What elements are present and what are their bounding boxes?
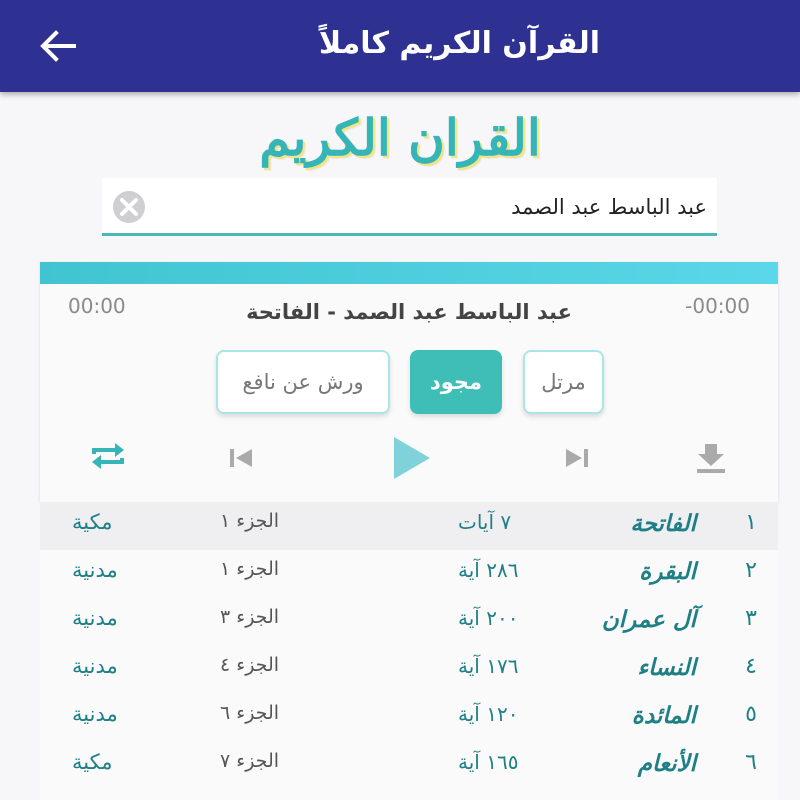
surah-ayat-count: ٢٨٦ آية (458, 558, 519, 582)
surah-type: مكية (72, 510, 113, 534)
surah-ayat-count: ٧ آيات (458, 510, 512, 534)
surah-row[interactable] (40, 598, 778, 646)
page-title: القرآن الكريم كاملاً (318, 26, 600, 61)
surah-juz: الجزء ٧ (220, 750, 280, 772)
play-button[interactable] (390, 434, 434, 482)
surah-type: مدنية (72, 654, 118, 678)
progress-bar[interactable] (40, 262, 778, 284)
surah-ayat-count: ١٦٥ آية (458, 750, 519, 774)
search-input[interactable] (154, 184, 707, 230)
app-bar (0, 0, 800, 92)
surah-number: ١ (745, 510, 757, 535)
download-button[interactable] (692, 440, 730, 476)
surah-name: الفاتحة (630, 510, 696, 537)
elapsed-time: 00:00 (68, 294, 126, 318)
download-icon (692, 440, 730, 476)
surah-row[interactable] (40, 742, 778, 790)
surah-type: مدنية (72, 558, 118, 582)
surah-number: ٢ (745, 558, 757, 583)
skip-next-icon (560, 442, 592, 474)
next-button[interactable] (560, 442, 592, 474)
surah-row[interactable] (40, 502, 778, 550)
surah-type: مدنية (72, 702, 118, 726)
surah-name: الأنعام (637, 750, 696, 777)
surah-name: النساء (637, 654, 696, 681)
back-button[interactable] (38, 28, 78, 64)
surah-row[interactable] (40, 694, 778, 742)
surah-name: آل عمران (601, 606, 696, 633)
audio-player (40, 262, 778, 502)
clear-search-button[interactable] (110, 190, 148, 224)
surah-row[interactable] (40, 550, 778, 598)
surah-juz: الجزء ٤ (220, 654, 280, 676)
surah-name: البقرة (639, 558, 696, 585)
style-mujawwad-button[interactable]: مجود (410, 350, 502, 414)
surah-number: ٤ (745, 654, 757, 679)
arrow-left-icon (38, 28, 78, 64)
style-warsh-button[interactable]: ورش عن نافع (216, 350, 390, 414)
surah-list (40, 502, 778, 800)
surah-type: مكية (72, 750, 113, 774)
style-murattal-button[interactable]: مرتل (523, 350, 604, 414)
surah-number: ٣ (745, 606, 757, 631)
surah-juz: الجزء ٣ (220, 606, 280, 628)
surah-juz: الجزء ٦ (220, 702, 280, 724)
skip-previous-icon (226, 442, 258, 474)
search-box (102, 178, 717, 236)
now-playing-title: عبد الباسط عبد الصمد - الفاتحة (246, 300, 572, 324)
repeat-button[interactable] (88, 438, 128, 474)
surah-name: المائدة (631, 702, 696, 729)
surah-ayat-count: ٢٠٠ آية (458, 606, 519, 630)
surah-ayat-count: ١٢٠ آية (458, 702, 519, 726)
surah-number: ٥ (745, 702, 757, 727)
surah-row[interactable] (40, 646, 778, 694)
surah-juz: الجزء ١ (220, 558, 280, 580)
surah-juz: الجزء ١ (220, 510, 280, 532)
repeat-icon (88, 438, 128, 474)
previous-button[interactable] (226, 442, 258, 474)
play-icon (390, 434, 434, 482)
clear-circle-icon (110, 190, 148, 224)
surah-type: مدنية (72, 606, 118, 630)
surah-number: ٦ (745, 750, 757, 775)
brand-heading: القران الكريم (259, 108, 541, 167)
surah-ayat-count: ١٧٦ آية (458, 654, 519, 678)
remaining-time: -00:00 (685, 294, 750, 318)
